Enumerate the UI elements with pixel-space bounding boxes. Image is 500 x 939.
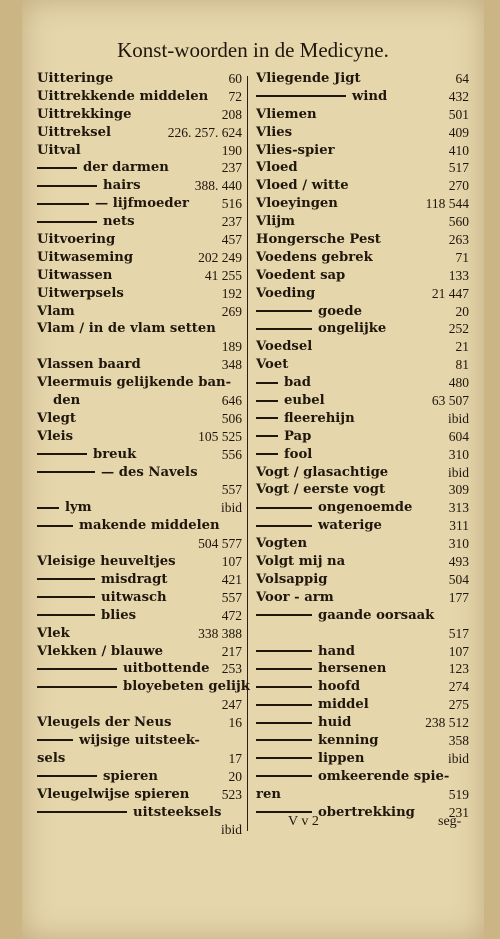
- index-entry: [256, 374, 469, 392]
- entry-page-number: 123: [448, 661, 469, 677]
- entry-term: Vleis: [37, 428, 74, 444]
- entry-page-number: 231: [448, 804, 469, 820]
- index-entry: [256, 320, 469, 338]
- repeat-dash: [256, 382, 278, 384]
- entry-page-number: 177: [448, 589, 469, 605]
- entry-page-number: 504 577: [198, 536, 242, 552]
- entry-term: Uitwaseming: [37, 249, 134, 265]
- index-entry: [37, 285, 242, 303]
- entry-term: Uitvoering: [37, 232, 116, 248]
- repeat-dash: [256, 722, 312, 724]
- entry-term: Vlekken / blauwe: [37, 643, 163, 659]
- entry-page-number: 17: [228, 750, 242, 766]
- index-entry: [256, 159, 469, 177]
- repeat-dash: [37, 596, 95, 598]
- index-entry: [37, 804, 242, 822]
- entry-page-number: 118 544: [425, 196, 469, 212]
- entry-term: Uitval: [37, 142, 81, 158]
- entry-term: Voet: [256, 357, 289, 373]
- entry-term: Vogt / glasachtige: [256, 464, 389, 480]
- index-entry: [37, 267, 242, 285]
- index-entry: [37, 660, 242, 678]
- index-entry: [256, 392, 469, 410]
- entry-term: Uittrekkinge: [37, 106, 132, 122]
- repeat-dash: [256, 525, 312, 527]
- entry-page-number: 107: [221, 554, 242, 570]
- entry-page-number: 493: [448, 554, 469, 570]
- index-entry: [256, 607, 469, 625]
- index-entry: [256, 660, 469, 678]
- entry-term: sels: [37, 750, 66, 766]
- repeat-dash: [256, 417, 278, 419]
- index-entry: [37, 124, 242, 142]
- entry-term: Vlam: [37, 303, 75, 319]
- entry-page-number: 557: [221, 482, 242, 498]
- entry-page-number: 309: [448, 482, 469, 498]
- entry-page-number: ibid: [447, 464, 469, 480]
- entry-page-number: 560: [448, 214, 469, 230]
- book-page: [22, 0, 484, 939]
- catchword: seg-: [438, 814, 462, 829]
- entry-term: uitwasch: [101, 589, 167, 605]
- index-entry: [256, 499, 469, 517]
- entry-term: waterige: [318, 518, 382, 534]
- entry-term: hoofd: [318, 679, 361, 695]
- index-entry: [37, 499, 242, 517]
- entry-term: hersenen: [318, 661, 387, 677]
- entry-page-number: 237: [221, 214, 242, 230]
- entry-page-number: 556: [221, 446, 242, 462]
- repeat-dash: [37, 686, 117, 688]
- entry-page-number: 501: [448, 106, 469, 122]
- entry-page-number: ibid: [447, 750, 469, 766]
- entry-term: Voedens gebrek: [256, 249, 373, 265]
- entry-term: Vloeyingen: [256, 196, 338, 212]
- repeat-dash: [37, 668, 117, 670]
- entry-term: hairs: [103, 178, 141, 194]
- entry-page-number: 646: [221, 393, 242, 409]
- index-entry: [256, 732, 469, 750]
- index-entry: [256, 267, 469, 285]
- repeat-dash: [256, 686, 312, 688]
- index-entry: [37, 88, 242, 106]
- index-entry: [37, 249, 242, 267]
- repeat-dash: [256, 650, 312, 652]
- index-entry: [37, 338, 242, 356]
- index-entry: [256, 481, 469, 499]
- entry-term: blies: [101, 607, 137, 623]
- index-entry: [256, 768, 469, 786]
- entry-page-number: 60: [228, 71, 242, 86]
- index-column-left: [37, 70, 250, 839]
- page-title: Konst-woorden in de Medicyne.: [117, 38, 389, 62]
- index-entry: [256, 553, 469, 571]
- entry-page-number: 523: [221, 786, 242, 802]
- index-entry: [256, 177, 469, 195]
- entry-page-number: 517: [448, 160, 469, 176]
- index-entry: [37, 589, 242, 607]
- entry-term: Vogten: [256, 536, 308, 552]
- entry-term: makende middelen: [79, 518, 220, 534]
- column-divider: [247, 76, 248, 831]
- entry-page-number: 504: [448, 571, 469, 587]
- entry-term: den: [53, 393, 81, 409]
- index-entry: [37, 696, 242, 714]
- entry-page-number: 269: [221, 303, 242, 319]
- entry-term: gaande oorsaak: [318, 607, 435, 623]
- index-entry: [256, 124, 469, 142]
- index-entry: [256, 142, 469, 160]
- index-entry: [256, 589, 469, 607]
- entry-page-number: 81: [455, 357, 469, 373]
- entry-page-number: 270: [448, 178, 469, 194]
- entry-page-number: 358: [448, 732, 469, 748]
- entry-page-number: 190: [221, 142, 242, 158]
- repeat-dash: [256, 310, 312, 312]
- index-entry: [256, 356, 469, 374]
- entry-term: middel: [318, 697, 369, 713]
- entry-term: der darmen: [83, 160, 169, 176]
- index-entry: [256, 285, 469, 303]
- index-entry: [37, 768, 242, 786]
- entry-term: Voeding: [256, 285, 316, 301]
- index-entry: [256, 446, 469, 464]
- entry-term: Volgt mij na: [256, 554, 346, 570]
- entry-term: Hongersche Pest: [256, 232, 381, 248]
- entry-term: uitbottende: [123, 661, 210, 677]
- index-entry: [37, 750, 242, 768]
- entry-term: fleerehijn: [284, 410, 355, 426]
- entry-page-number: ibid: [220, 822, 242, 838]
- index-entry: [256, 428, 469, 446]
- entry-page-number: 41 255: [204, 267, 242, 283]
- repeat-dash: [37, 453, 87, 455]
- index-entry: [256, 517, 469, 535]
- entry-page-number: 263: [448, 232, 469, 248]
- entry-term: obertrekking: [318, 804, 415, 820]
- index-entry: [37, 821, 242, 839]
- entry-page-number: 226. 257. 624: [167, 124, 242, 140]
- repeat-dash: [37, 185, 97, 187]
- entry-term: lippen: [318, 750, 365, 766]
- entry-term: — des Navels: [101, 464, 198, 480]
- index-entry: [37, 106, 242, 124]
- entry-page-number: 16: [228, 715, 242, 731]
- repeat-dash: [37, 507, 59, 509]
- entry-page-number: 517: [448, 625, 469, 641]
- index-entry: [37, 464, 242, 482]
- index-entry: [37, 481, 242, 499]
- index-entry: [37, 392, 242, 410]
- entry-term: misdragt: [101, 571, 168, 587]
- index-entry: [256, 410, 469, 428]
- entry-term: Voor - arm: [256, 589, 334, 605]
- entry-term: bad: [284, 375, 311, 391]
- entry-page-number: 311: [449, 518, 469, 534]
- entry-page-number: 20: [228, 768, 242, 784]
- repeat-dash: [256, 614, 312, 616]
- index-entry: [256, 643, 469, 661]
- index-entry: [256, 88, 469, 106]
- index-entry: [37, 625, 242, 643]
- entry-page-number: 217: [221, 643, 242, 659]
- index-entry: [37, 535, 242, 553]
- index-entry: [256, 464, 469, 482]
- entry-term: breuk: [93, 446, 137, 462]
- entry-page-number: 409: [448, 124, 469, 140]
- entry-page-number: 238 512: [425, 715, 469, 731]
- entry-page-number: 604: [448, 428, 469, 444]
- entry-term: wind: [352, 88, 388, 104]
- index-entry: [37, 231, 242, 249]
- index-entry: [37, 320, 242, 338]
- repeat-dash: [37, 471, 95, 473]
- entry-term: ren: [256, 786, 281, 802]
- index-entry: [37, 195, 242, 213]
- entry-page-number: 252: [448, 321, 469, 337]
- index-entry: [37, 177, 242, 195]
- entry-term: Uitteringe: [37, 71, 114, 86]
- entry-term: Uittrekkende middelen: [37, 88, 209, 104]
- index-entry: [256, 714, 469, 732]
- entry-term: huid: [318, 715, 352, 731]
- entry-page-number: 557: [221, 589, 242, 605]
- index-entry: [256, 106, 469, 124]
- entry-page-number: 20: [455, 303, 469, 319]
- entry-page-number: 338 388: [198, 625, 242, 641]
- entry-term: goede: [318, 303, 363, 319]
- entry-term: Uitwerpsels: [37, 285, 124, 301]
- index-entry: [256, 535, 469, 553]
- index-entry: [37, 786, 242, 804]
- index-entry: [256, 213, 469, 231]
- repeat-dash: [256, 95, 346, 97]
- index-entry: [37, 428, 242, 446]
- repeat-dash: [256, 435, 278, 437]
- index-entry: [256, 696, 469, 714]
- entry-page-number: 516: [221, 196, 242, 212]
- entry-page-number: 189: [221, 339, 242, 355]
- index-entry: [256, 231, 469, 249]
- entry-term: omkeerende spie-: [318, 768, 450, 784]
- repeat-dash: [256, 453, 278, 455]
- entry-term: fool: [284, 446, 313, 462]
- index-entry: [37, 643, 242, 661]
- repeat-dash: [256, 328, 312, 330]
- index-entry: [256, 338, 469, 356]
- repeat-dash: [256, 704, 312, 706]
- entry-term: Vlegt: [37, 410, 76, 426]
- entry-page-number: 208: [221, 106, 242, 122]
- repeat-dash: [256, 400, 278, 402]
- index-entry: [37, 732, 242, 750]
- entry-term: Uittreksel: [37, 124, 111, 140]
- repeat-dash: [37, 167, 77, 169]
- entry-page-number: 388. 440: [194, 178, 242, 194]
- repeat-dash: [37, 203, 89, 205]
- entry-term: Vleugels der Neus: [37, 715, 172, 731]
- entry-page-number: 133: [448, 267, 469, 283]
- entry-page-number: 105 525: [198, 428, 242, 444]
- index-entry: [256, 625, 469, 643]
- entry-term: hand: [318, 643, 355, 659]
- entry-page-number: 71: [455, 249, 469, 265]
- entry-term: Vleermuis gelijkende ban-: [37, 375, 232, 391]
- entry-term: lym: [65, 500, 92, 516]
- entry-term: Pap: [284, 428, 312, 444]
- entry-page-number: ibid: [447, 410, 469, 426]
- entry-term: eubel: [284, 393, 325, 409]
- entry-term: Vloed: [256, 160, 298, 176]
- index-entry: [37, 517, 242, 535]
- entry-page-number: 274: [448, 679, 469, 695]
- entry-page-number: 63 507: [431, 393, 469, 409]
- index-entry: [256, 786, 469, 804]
- entry-term: Vlijm: [256, 214, 295, 230]
- entry-term: Vlies: [256, 124, 293, 140]
- entry-page-number: 313: [448, 500, 469, 516]
- entry-page-number: 506: [221, 410, 242, 426]
- entry-page-number: 247: [221, 697, 242, 713]
- repeat-dash: [37, 775, 97, 777]
- repeat-dash: [256, 775, 312, 777]
- repeat-dash: [256, 507, 312, 509]
- entry-page-number: 310: [448, 446, 469, 462]
- entry-term: — lijfmoeder: [95, 196, 189, 212]
- entry-page-number: 21: [455, 339, 469, 355]
- index-entry: [256, 303, 469, 321]
- index-entry: [256, 70, 469, 88]
- entry-page-number: 202 249: [198, 249, 242, 265]
- repeat-dash: [37, 221, 97, 223]
- entry-term: ongelijke: [318, 321, 387, 337]
- entry-term: bloyebeten gelijk: [123, 679, 250, 695]
- index-entry: [37, 303, 242, 321]
- index-entry: [37, 446, 242, 464]
- page-footer: [288, 814, 462, 830]
- repeat-dash: [37, 811, 127, 813]
- entry-page-number: 457: [221, 232, 242, 248]
- index-entry: [37, 374, 242, 392]
- index-entry: [37, 70, 242, 88]
- entry-term: ongenoemde: [318, 500, 413, 516]
- repeat-dash: [256, 739, 312, 741]
- index-entry: [37, 678, 250, 696]
- entry-term: Uitwassen: [37, 267, 113, 283]
- index-entry: [37, 213, 242, 231]
- entry-term: Volsappig: [256, 571, 328, 587]
- entry-page-number: 72: [228, 88, 242, 104]
- entry-term: Voedent sap: [256, 267, 346, 283]
- index-entry: [256, 678, 469, 696]
- index-entry: [37, 356, 242, 374]
- index-column-right: [256, 70, 469, 821]
- signature-mark: V v 2: [288, 814, 319, 829]
- entry-page-number: 421: [221, 571, 242, 587]
- entry-term: Vliemen: [256, 106, 317, 122]
- entry-page-number: 310: [448, 536, 469, 552]
- entry-term: Vlek: [37, 625, 70, 641]
- index-entry: [37, 410, 242, 428]
- entry-term: uitsteeksels: [133, 804, 222, 820]
- repeat-dash: [256, 811, 312, 813]
- index-entry: [256, 195, 469, 213]
- entry-page-number: 64: [455, 71, 469, 86]
- index-entry: [256, 249, 469, 267]
- entry-page-number: ibid: [220, 500, 242, 516]
- index-entry: [37, 607, 242, 625]
- entry-page-number: 192: [221, 285, 242, 301]
- entry-term: Vlies-spier: [256, 142, 335, 158]
- entry-term: Voedsel: [256, 339, 313, 355]
- entry-page-number: 237: [221, 160, 242, 176]
- entry-term: nets: [103, 214, 135, 230]
- entry-page-number: 253: [221, 661, 242, 677]
- entry-term: Vliegende Jigt: [256, 71, 361, 86]
- entry-term: Vogt / eerste vogt: [256, 482, 386, 498]
- index-entry: [37, 571, 242, 589]
- entry-page-number: 519: [448, 786, 469, 802]
- entry-term: Vleugelwijse spieren: [37, 786, 190, 802]
- entry-term: wijsige uitsteek-: [79, 732, 200, 748]
- index-entry: [37, 159, 242, 177]
- index-entry: [37, 142, 242, 160]
- entry-term: Vleisige heuveltjes: [37, 554, 176, 570]
- index-entry: [256, 571, 469, 589]
- repeat-dash: [37, 739, 73, 741]
- entry-page-number: 410: [448, 142, 469, 158]
- entry-page-number: 348: [221, 357, 242, 373]
- repeat-dash: [256, 757, 312, 759]
- repeat-dash: [256, 668, 312, 670]
- entry-page-number: 472: [221, 607, 242, 623]
- repeat-dash: [37, 614, 95, 616]
- index-entry: [37, 553, 242, 571]
- entry-term: kenning: [318, 732, 379, 748]
- entry-page-number: 275: [448, 697, 469, 713]
- repeat-dash: [37, 578, 95, 580]
- entry-term: Vloed / witte: [256, 178, 349, 194]
- entry-term: Vlassen baard: [37, 357, 141, 373]
- index-entry: [37, 714, 242, 732]
- entry-page-number: 480: [448, 375, 469, 391]
- repeat-dash: [37, 525, 73, 527]
- entry-page-number: 21 447: [431, 285, 469, 301]
- index-entry: [256, 750, 469, 768]
- entry-term: spieren: [103, 768, 158, 784]
- entry-term: Vlam / in de vlam setten: [37, 321, 216, 337]
- entry-page-number: 432: [448, 88, 469, 104]
- entry-page-number: 107: [448, 643, 469, 659]
